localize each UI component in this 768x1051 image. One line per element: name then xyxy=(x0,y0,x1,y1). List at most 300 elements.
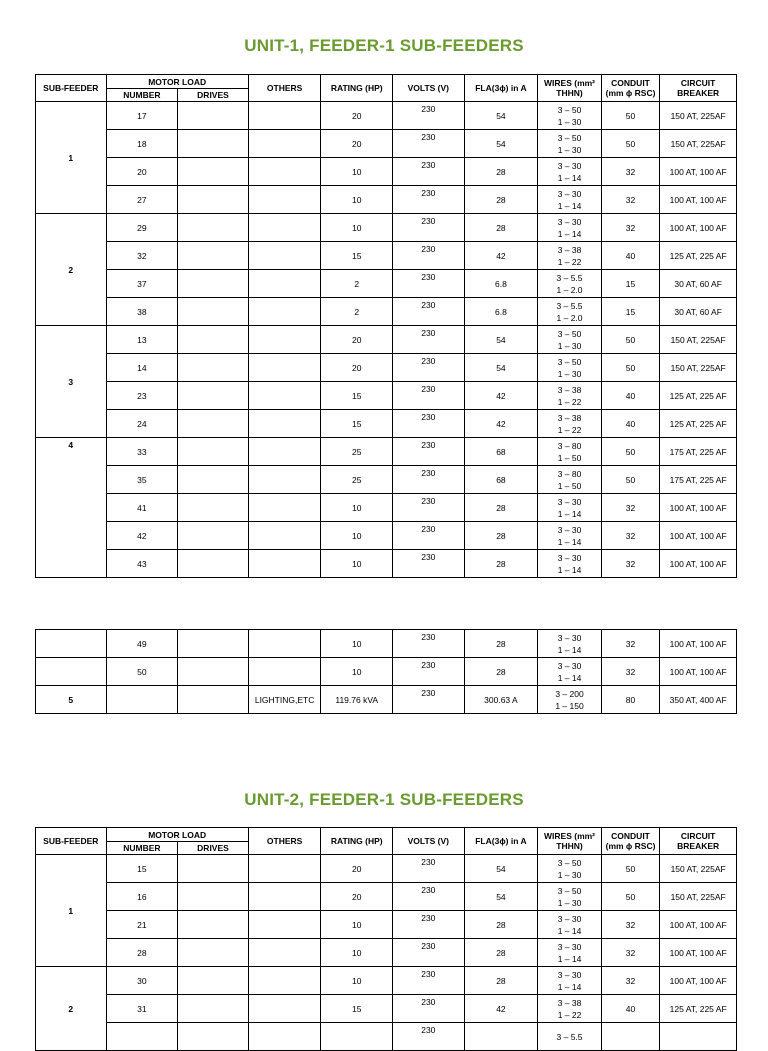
cell-rating: 10 xyxy=(321,214,393,242)
cell-drives xyxy=(178,686,249,714)
cell-wires-ground: 1 – 2.0 xyxy=(556,312,583,323)
header-volts: VOLTS (V) xyxy=(393,75,465,102)
cell-rating: 15 xyxy=(321,995,393,1023)
cell-others xyxy=(248,438,321,466)
cell-number: 24 xyxy=(106,410,178,438)
cell-sub-feeder: 1 xyxy=(36,102,107,214)
cell-fla: 68 xyxy=(464,438,538,466)
table-row xyxy=(36,186,737,214)
cell-conduit: 40 xyxy=(601,410,660,438)
cell-rating: 10 xyxy=(321,658,393,686)
cell-breaker xyxy=(660,1023,737,1051)
header-conduit xyxy=(601,828,660,855)
unit2-header xyxy=(36,828,737,855)
cell-volts: 230 xyxy=(393,242,465,270)
cell-drives xyxy=(178,522,249,550)
cell-conduit: 50 xyxy=(601,883,660,911)
table-row xyxy=(36,326,737,354)
header-motor-load: MOTOR LOAD xyxy=(106,75,248,89)
cell-conduit: 40 xyxy=(601,382,660,410)
cell-fla: 6.8 xyxy=(464,298,538,326)
unit1-body xyxy=(36,102,737,578)
cell-rating: 25 xyxy=(321,438,393,466)
cell-number: 27 xyxy=(106,186,178,214)
cell-volts: 230 xyxy=(393,911,465,939)
unit2-title: UNIT-2, FEEDER-1 SUB-FEEDERS xyxy=(244,790,524,809)
cell-wires xyxy=(538,438,602,466)
header-wires-line2: THHN) xyxy=(556,88,583,98)
cell-others: LIGHTING,ETC xyxy=(248,686,321,714)
cell-rating: 20 xyxy=(321,326,393,354)
cell-wires xyxy=(538,354,602,382)
cell-wires xyxy=(538,911,602,939)
header-conduit-line1: CONDUIT xyxy=(611,831,650,841)
cell-volts: 230 xyxy=(393,186,465,214)
cell-volts: 230 xyxy=(393,158,465,186)
cell-drives xyxy=(178,326,249,354)
cell-breaker: 100 AT, 100 AF xyxy=(660,550,737,578)
cell-number: 41 xyxy=(106,494,178,522)
header-conduit-line2: (mm ϕ RSC) xyxy=(605,841,656,851)
cell-conduit: 50 xyxy=(601,354,660,382)
cell-conduit: 50 xyxy=(601,130,660,158)
cell-breaker: 100 AT, 100 AF xyxy=(660,494,737,522)
cell-others xyxy=(248,494,321,522)
cell-fla: 28 xyxy=(464,939,538,967)
table-row xyxy=(36,883,737,911)
table-row xyxy=(36,438,737,466)
cell-drives xyxy=(178,494,249,522)
cell-number: 50 xyxy=(106,658,178,686)
cell-sub-feeder: 3 xyxy=(36,326,107,438)
cell-others xyxy=(248,911,321,939)
header-breaker-line2: BREAKER xyxy=(677,88,720,98)
cell-rating: 119.76 kVA xyxy=(321,686,393,714)
table-row xyxy=(36,1023,737,1051)
cell-wires-ground: 1 – 14 xyxy=(557,228,582,239)
cell-wires xyxy=(538,102,602,130)
cell-fla: 28 xyxy=(464,658,538,686)
cell-wires xyxy=(538,967,602,995)
cell-wires xyxy=(538,214,602,242)
cell-conduit: 32 xyxy=(601,522,660,550)
cell-drives xyxy=(178,410,249,438)
cell-sub-feeder: 2 xyxy=(36,214,107,326)
cell-wires-ground: 1 – 30 xyxy=(557,897,582,908)
header-wires xyxy=(538,75,602,102)
unit1-table xyxy=(35,74,737,578)
cell-conduit: 32 xyxy=(601,186,660,214)
header-breaker-line1: CIRCUIT xyxy=(680,78,716,88)
cell-volts: 230 xyxy=(393,995,465,1023)
header-fla: FLA(3ϕ) in A xyxy=(464,75,538,102)
cell-sub-feeder: 2 xyxy=(36,967,107,1051)
cell-rating xyxy=(321,1023,393,1051)
cell-fla: 28 xyxy=(464,522,538,550)
cell-others xyxy=(248,967,321,995)
cell-wires-ground: 1 – 30 xyxy=(557,340,582,351)
table-row xyxy=(36,158,737,186)
cell-wires-phase: 3 – 30 xyxy=(557,216,582,227)
cell-volts: 230 xyxy=(393,658,465,686)
cell-rating: 2 xyxy=(321,298,393,326)
header-conduit-line1: CONDUIT xyxy=(611,78,650,88)
cell-number: 21 xyxy=(106,911,178,939)
cell-others xyxy=(248,298,321,326)
cell-others xyxy=(248,186,321,214)
cell-rating: 10 xyxy=(321,967,393,995)
cell-wires-ground: 1 – 14 xyxy=(557,508,582,519)
unit2-table xyxy=(35,827,737,1051)
table-row xyxy=(36,911,737,939)
cell-wires-phase: 3 – 30 xyxy=(557,524,582,535)
cell-volts: 230 xyxy=(393,686,465,714)
cell-wires xyxy=(538,158,602,186)
cell-wires xyxy=(538,630,602,658)
cell-wires-phase: 3 – 5.5 xyxy=(556,272,583,283)
cell-volts: 230 xyxy=(393,1023,465,1051)
header-number: NUMBER xyxy=(106,842,178,855)
cell-wires-ground: 1 – 14 xyxy=(557,925,582,936)
cell-breaker: 150 AT, 225AF xyxy=(660,130,737,158)
cell-others xyxy=(248,855,321,883)
cell-volts: 230 xyxy=(393,326,465,354)
cell-breaker: 150 AT, 225AF xyxy=(660,855,737,883)
cell-breaker: 125 AT, 225 AF xyxy=(660,995,737,1023)
cell-wires-phase: 3 – 50 xyxy=(557,857,582,868)
header-rating: RATING (HP) xyxy=(321,828,393,855)
cell-fla: 6.8 xyxy=(464,270,538,298)
cell-wires xyxy=(538,410,602,438)
cell-number: 29 xyxy=(106,214,178,242)
table-row xyxy=(36,130,737,158)
cell-volts: 230 xyxy=(393,967,465,995)
cell-drives xyxy=(178,658,249,686)
cell-wires-phase: 3 – 5.5 xyxy=(556,1031,583,1042)
cell-conduit: 32 xyxy=(601,630,660,658)
cell-others xyxy=(248,550,321,578)
cell-breaker: 175 AT, 225 AF xyxy=(660,438,737,466)
cell-conduit: 15 xyxy=(601,270,660,298)
cell-wires-phase: 3 – 50 xyxy=(557,104,582,115)
cell-rating: 10 xyxy=(321,939,393,967)
cell-number: 33 xyxy=(106,438,178,466)
unit1-continuation-body xyxy=(36,630,737,714)
cell-drives xyxy=(178,1023,249,1051)
cell-wires-phase: 3 – 30 xyxy=(557,552,582,563)
table-row xyxy=(36,242,737,270)
table-row xyxy=(36,550,737,578)
cell-fla: 54 xyxy=(464,102,538,130)
cell-drives xyxy=(178,102,249,130)
cell-others xyxy=(248,630,321,658)
cell-fla: 28 xyxy=(464,494,538,522)
cell-fla: 28 xyxy=(464,550,538,578)
cell-wires-ground: 1 – 50 xyxy=(557,452,582,463)
cell-wires xyxy=(538,658,602,686)
header-breaker-line2: BREAKER xyxy=(677,841,720,851)
cell-others xyxy=(248,326,321,354)
table-row xyxy=(36,658,737,686)
cell-drives xyxy=(178,242,249,270)
cell-wires-phase: 3 – 38 xyxy=(557,412,582,423)
cell-breaker: 125 AT, 225 AF xyxy=(660,242,737,270)
cell-volts: 230 xyxy=(393,883,465,911)
cell-wires-ground: 1 – 22 xyxy=(557,396,582,407)
cell-rating: 10 xyxy=(321,158,393,186)
cell-drives xyxy=(178,939,249,967)
cell-fla: 42 xyxy=(464,382,538,410)
cell-conduit: 80 xyxy=(601,686,660,714)
header-sub-feeder: SUB-FEEDER xyxy=(36,75,107,102)
cell-drives xyxy=(178,270,249,298)
cell-rating: 15 xyxy=(321,410,393,438)
cell-others xyxy=(248,995,321,1023)
table-row xyxy=(36,298,737,326)
cell-wires xyxy=(538,883,602,911)
cell-wires-ground: 1 – 14 xyxy=(557,200,582,211)
cell-others xyxy=(248,1023,321,1051)
cell-breaker: 125 AT, 225 AF xyxy=(660,410,737,438)
header-drives: DRIVES xyxy=(178,842,249,855)
cell-rating: 20 xyxy=(321,354,393,382)
cell-wires-phase: 3 – 50 xyxy=(557,885,582,896)
cell-number xyxy=(106,686,178,714)
header-breaker xyxy=(660,828,737,855)
cell-wires-phase: 3 – 50 xyxy=(557,132,582,143)
cell-wires xyxy=(538,494,602,522)
cell-drives xyxy=(178,298,249,326)
cell-number: 17 xyxy=(106,102,178,130)
cell-number: 30 xyxy=(106,967,178,995)
cell-wires-phase: 3 – 30 xyxy=(557,188,582,199)
cell-wires-ground: 1 – 14 xyxy=(557,564,582,575)
cell-wires xyxy=(538,130,602,158)
cell-conduit: 15 xyxy=(601,298,660,326)
table-row xyxy=(36,494,737,522)
cell-rating: 25 xyxy=(321,466,393,494)
cell-number: 37 xyxy=(106,270,178,298)
cell-volts: 230 xyxy=(393,382,465,410)
cell-wires-ground: 1 – 30 xyxy=(557,116,582,127)
cell-wires-phase: 3 – 50 xyxy=(557,328,582,339)
cell-number: 18 xyxy=(106,130,178,158)
cell-drives xyxy=(178,382,249,410)
cell-wires-ground: 1 – 14 xyxy=(557,536,582,547)
cell-conduit: 50 xyxy=(601,855,660,883)
table-row xyxy=(36,102,737,130)
cell-wires-ground: 1 – 22 xyxy=(557,256,582,267)
cell-breaker: 150 AT, 225AF xyxy=(660,102,737,130)
cell-number: 32 xyxy=(106,242,178,270)
cell-others xyxy=(248,883,321,911)
cell-wires xyxy=(538,686,602,714)
cell-others xyxy=(248,242,321,270)
table-row xyxy=(36,855,737,883)
table-row xyxy=(36,630,737,658)
cell-fla: 28 xyxy=(464,630,538,658)
header-number: NUMBER xyxy=(106,89,178,102)
cell-number: 20 xyxy=(106,158,178,186)
cell-number xyxy=(106,1023,178,1051)
cell-wires-ground: 1 – 14 xyxy=(557,672,582,683)
cell-wires-phase: 3 – 30 xyxy=(557,969,582,980)
cell-rating: 2 xyxy=(321,270,393,298)
table-row xyxy=(36,382,737,410)
unit2-body xyxy=(36,855,737,1051)
table-row xyxy=(36,214,737,242)
cell-fla: 54 xyxy=(464,130,538,158)
cell-wires-ground: 1 – 30 xyxy=(557,869,582,880)
cell-conduit: 32 xyxy=(601,911,660,939)
cell-breaker: 100 AT, 100 AF xyxy=(660,658,737,686)
cell-wires-ground: 1 – 14 xyxy=(557,172,582,183)
header-wires-line2: THHN) xyxy=(556,841,583,851)
cell-fla: 42 xyxy=(464,995,538,1023)
cell-fla: 54 xyxy=(464,354,538,382)
cell-conduit: 50 xyxy=(601,102,660,130)
cell-wires-phase: 3 – 5.5 xyxy=(556,300,583,311)
cell-wires-phase: 3 – 38 xyxy=(557,997,582,1008)
cell-fla xyxy=(464,1023,538,1051)
cell-rating: 10 xyxy=(321,550,393,578)
table-row xyxy=(36,466,737,494)
cell-wires-ground: 1 – 30 xyxy=(557,144,582,155)
cell-wires-ground: 1 – 2.0 xyxy=(556,284,583,295)
cell-number: 43 xyxy=(106,550,178,578)
cell-conduit: 50 xyxy=(601,326,660,354)
cell-fla: 28 xyxy=(464,911,538,939)
table-row xyxy=(36,410,737,438)
cell-volts: 230 xyxy=(393,630,465,658)
cell-wires xyxy=(538,939,602,967)
cell-wires-ground: 1 – 22 xyxy=(557,1009,582,1020)
cell-breaker: 150 AT, 225AF xyxy=(660,326,737,354)
cell-drives xyxy=(178,630,249,658)
cell-drives xyxy=(178,967,249,995)
unit1-continuation-table xyxy=(35,629,737,714)
header-breaker xyxy=(660,75,737,102)
cell-number: 31 xyxy=(106,995,178,1023)
cell-fla: 54 xyxy=(464,855,538,883)
header-breaker-line1: CIRCUIT xyxy=(680,831,716,841)
cell-breaker: 175 AT, 225 AF xyxy=(660,466,737,494)
cell-breaker: 125 AT, 225 AF xyxy=(660,382,737,410)
cell-volts: 230 xyxy=(393,354,465,382)
unit1-title: UNIT-1, FEEDER-1 SUB-FEEDERS xyxy=(244,36,524,55)
table-row xyxy=(36,967,737,995)
cell-number: 28 xyxy=(106,939,178,967)
cell-others xyxy=(248,658,321,686)
cell-rating: 20 xyxy=(321,102,393,130)
cell-others xyxy=(248,130,321,158)
cell-conduit: 32 xyxy=(601,494,660,522)
cell-breaker: 100 AT, 100 AF xyxy=(660,939,737,967)
header-wires xyxy=(538,828,602,855)
cell-fla: 300.63 A xyxy=(464,686,538,714)
cell-rating: 15 xyxy=(321,242,393,270)
cell-wires xyxy=(538,186,602,214)
cell-conduit: 50 xyxy=(601,466,660,494)
header-conduit-line2: (mm ϕ RSC) xyxy=(605,88,656,98)
cell-sub-feeder xyxy=(36,658,107,686)
cell-others xyxy=(248,382,321,410)
cell-fla: 28 xyxy=(464,967,538,995)
cell-number: 35 xyxy=(106,466,178,494)
cell-drives xyxy=(178,883,249,911)
cell-rating: 10 xyxy=(321,630,393,658)
cell-breaker: 150 AT, 225AF xyxy=(660,354,737,382)
cell-drives xyxy=(178,158,249,186)
cell-others xyxy=(248,522,321,550)
cell-drives xyxy=(178,550,249,578)
cell-number: 42 xyxy=(106,522,178,550)
cell-drives xyxy=(178,438,249,466)
cell-wires-phase: 3 – 30 xyxy=(557,160,582,171)
cell-volts: 230 xyxy=(393,855,465,883)
cell-drives xyxy=(178,855,249,883)
cell-conduit: 32 xyxy=(601,658,660,686)
cell-volts: 230 xyxy=(393,214,465,242)
cell-drives xyxy=(178,466,249,494)
cell-breaker: 30 AT, 60 AF xyxy=(660,270,737,298)
cell-wires xyxy=(538,995,602,1023)
cell-wires-phase: 3 – 50 xyxy=(557,356,582,367)
header-sub-feeder: SUB-FEEDER xyxy=(36,828,107,855)
cell-conduit: 32 xyxy=(601,550,660,578)
cell-number: 15 xyxy=(106,855,178,883)
cell-wires-phase: 3 – 80 xyxy=(557,468,582,479)
cell-rating: 15 xyxy=(321,382,393,410)
unit1-header xyxy=(36,75,737,102)
table-row xyxy=(36,354,737,382)
cell-wires-ground: 1 – 50 xyxy=(557,480,582,491)
cell-number: 14 xyxy=(106,354,178,382)
cell-wires-phase: 3 – 200 xyxy=(555,688,584,699)
cell-wires xyxy=(538,242,602,270)
cell-wires-ground: 1 – 14 xyxy=(557,953,582,964)
cell-number: 13 xyxy=(106,326,178,354)
cell-rating: 20 xyxy=(321,883,393,911)
cell-wires-ground: 1 – 30 xyxy=(557,368,582,379)
header-volts: VOLTS (V) xyxy=(393,828,465,855)
cell-wires-ground: 1 – 14 xyxy=(557,644,582,655)
cell-volts: 230 xyxy=(393,102,465,130)
cell-breaker: 100 AT, 100 AF xyxy=(660,158,737,186)
cell-wires-phase: 3 – 30 xyxy=(557,941,582,952)
cell-rating: 10 xyxy=(321,186,393,214)
cell-breaker: 100 AT, 100 AF xyxy=(660,522,737,550)
cell-conduit: 32 xyxy=(601,967,660,995)
cell-wires xyxy=(538,466,602,494)
cell-breaker: 100 AT, 100 AF xyxy=(660,186,737,214)
cell-wires-phase: 3 – 30 xyxy=(557,913,582,924)
cell-volts: 230 xyxy=(393,550,465,578)
cell-breaker: 100 AT, 100 AF xyxy=(660,967,737,995)
cell-others xyxy=(248,410,321,438)
cell-drives xyxy=(178,995,249,1023)
cell-wires xyxy=(538,550,602,578)
cell-wires-ground: 1 – 150 xyxy=(555,700,584,711)
table-row xyxy=(36,939,737,967)
cell-number: 23 xyxy=(106,382,178,410)
cell-breaker: 100 AT, 100 AF xyxy=(660,911,737,939)
cell-fla: 42 xyxy=(464,242,538,270)
cell-wires-phase: 3 – 38 xyxy=(557,384,582,395)
cell-conduit: 50 xyxy=(601,438,660,466)
cell-sub-feeder: 1 xyxy=(36,855,107,967)
cell-drives xyxy=(178,214,249,242)
